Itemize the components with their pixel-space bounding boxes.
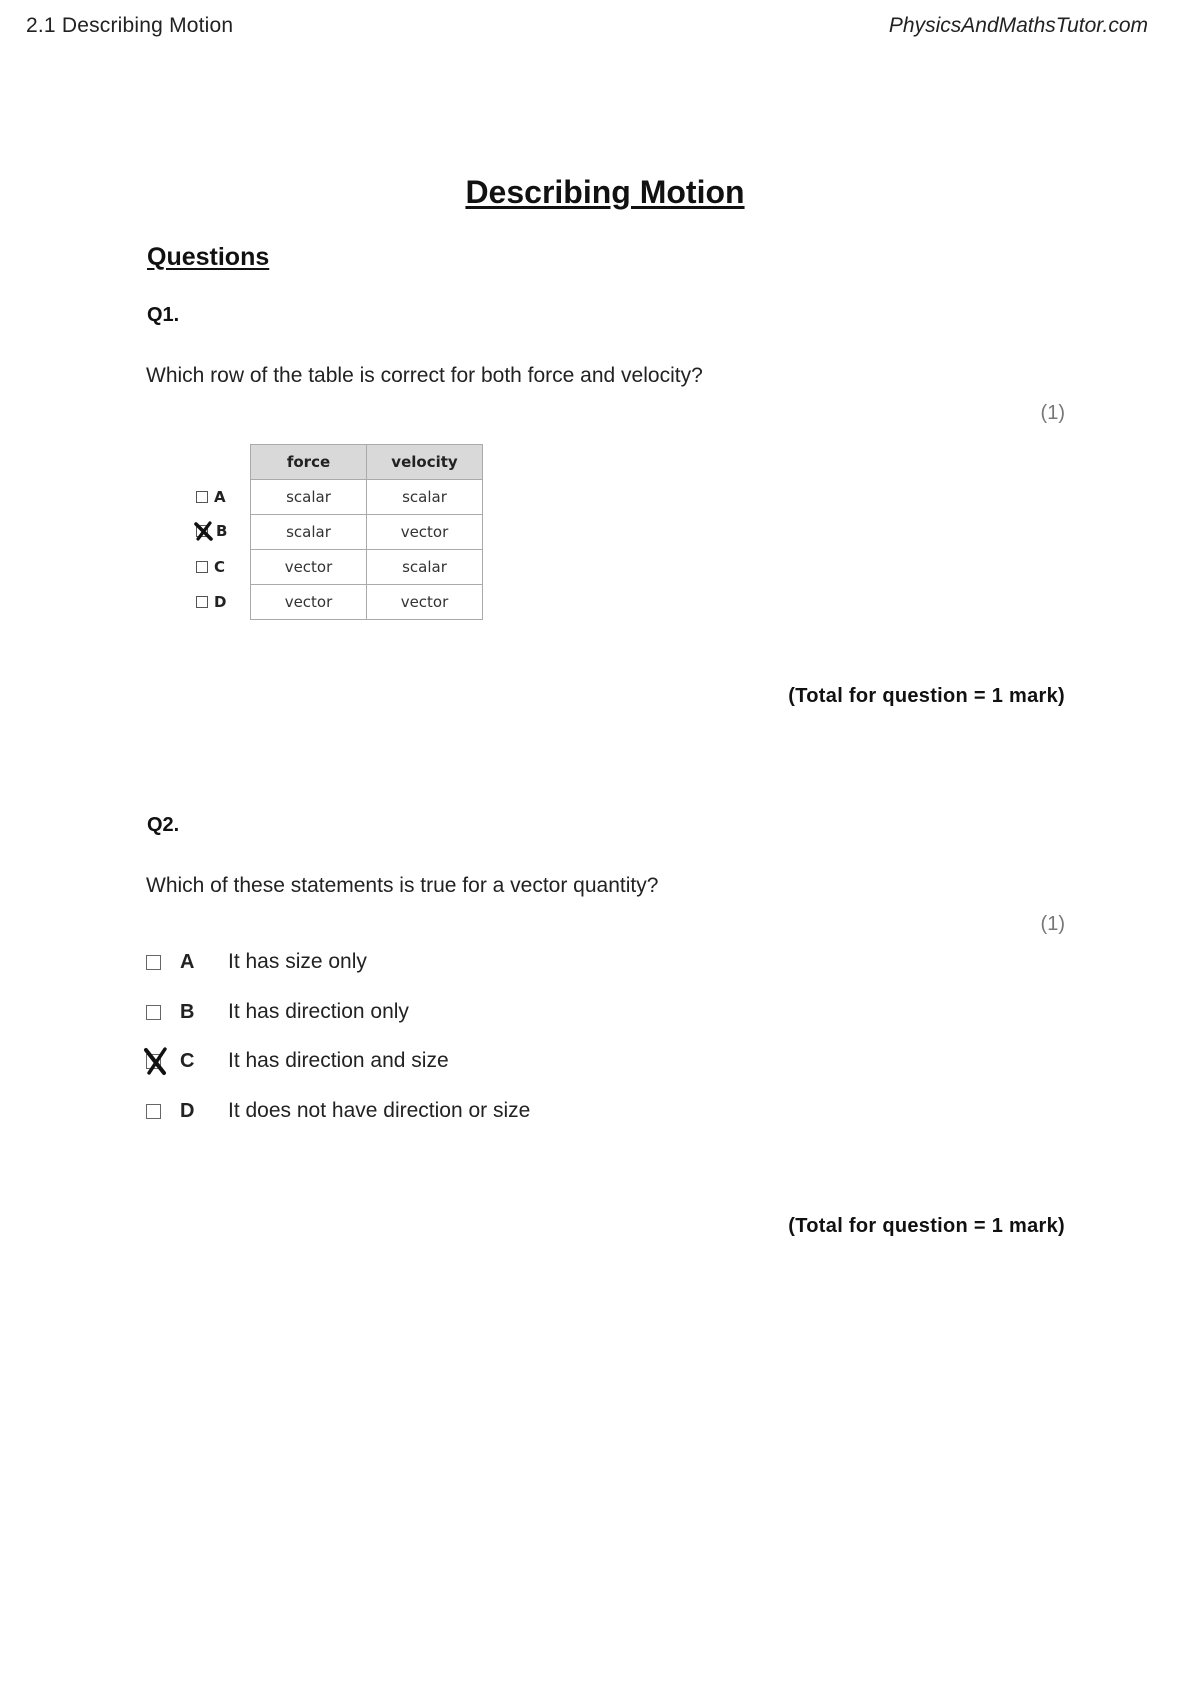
checkbox-icon[interactable] [196, 561, 208, 573]
q2-option-a[interactable] [146, 950, 367, 974]
table-cell-force: vector [251, 550, 367, 585]
table-cell-velocity: vector [367, 585, 483, 620]
q1-option-b[interactable] [196, 515, 251, 550]
table-row [196, 550, 483, 585]
checkbox-icon[interactable] [146, 1005, 161, 1020]
option-letter: B [180, 1000, 195, 1023]
q2-label: Q2. [147, 814, 180, 836]
q1-text: Which row of the table is correct for both force and velocity? [146, 364, 703, 387]
q1-marks: (1) [1040, 402, 1065, 424]
q2-text: Which of these statements is true for a vector quantity? [146, 874, 659, 897]
table-cell-force: scalar [251, 515, 367, 550]
section-heading: Questions [147, 243, 270, 271]
option-letter: A [180, 950, 195, 973]
table-cell-velocity: scalar [367, 480, 483, 515]
option-letter: D [214, 592, 227, 611]
q2-total: (Total for question = 1 mark) [788, 1215, 1065, 1237]
option-text: It has direction and size [228, 1049, 449, 1072]
option-text: It has size only [228, 950, 367, 973]
q2-option-b[interactable] [146, 1000, 409, 1024]
q1-option-c[interactable] [196, 550, 251, 585]
option-letter: D [180, 1099, 195, 1122]
q1-option-a[interactable] [196, 480, 251, 515]
checkbox-icon[interactable] [196, 491, 208, 503]
table-header-force: force [251, 445, 367, 480]
q1-table [196, 444, 483, 620]
table-row [196, 480, 483, 515]
checkbox-icon[interactable] [196, 596, 208, 608]
table-row [196, 515, 483, 550]
q2-option-d[interactable] [146, 1099, 530, 1123]
option-text: It has direction only [228, 1000, 409, 1023]
q1-label: Q1. [147, 304, 180, 326]
crossed-checkbox-icon[interactable] [146, 1049, 180, 1073]
header-site: PhysicsAndMathsTutor.com [888, 14, 1148, 37]
checkbox-icon[interactable] [146, 955, 161, 970]
checkbox-icon[interactable] [146, 1104, 161, 1119]
table-row [196, 585, 483, 620]
crossed-checkbox-icon[interactable] [196, 524, 210, 538]
option-letter: C [180, 1049, 195, 1072]
q1-total: (Total for question = 1 mark) [788, 685, 1065, 707]
table-cell-velocity: vector [367, 515, 483, 550]
table-cell-force: scalar [251, 480, 367, 515]
table-header-velocity: velocity [367, 445, 483, 480]
q1-answer-table [196, 444, 483, 620]
page-title: Describing Motion [465, 174, 745, 210]
option-letter: A [214, 487, 226, 506]
option-letter: C [214, 557, 226, 576]
q2-marks: (1) [1040, 913, 1065, 935]
table-cell-velocity: scalar [367, 550, 483, 585]
table-corner [196, 445, 251, 480]
q2-option-c[interactable] [146, 1049, 449, 1073]
option-letter: B [216, 522, 228, 540]
q1-option-d[interactable] [196, 585, 251, 620]
header-topic: 2.1 Describing Motion [26, 14, 234, 37]
table-cell-force: vector [251, 585, 367, 620]
option-text: It does not have direction or size [228, 1099, 531, 1122]
